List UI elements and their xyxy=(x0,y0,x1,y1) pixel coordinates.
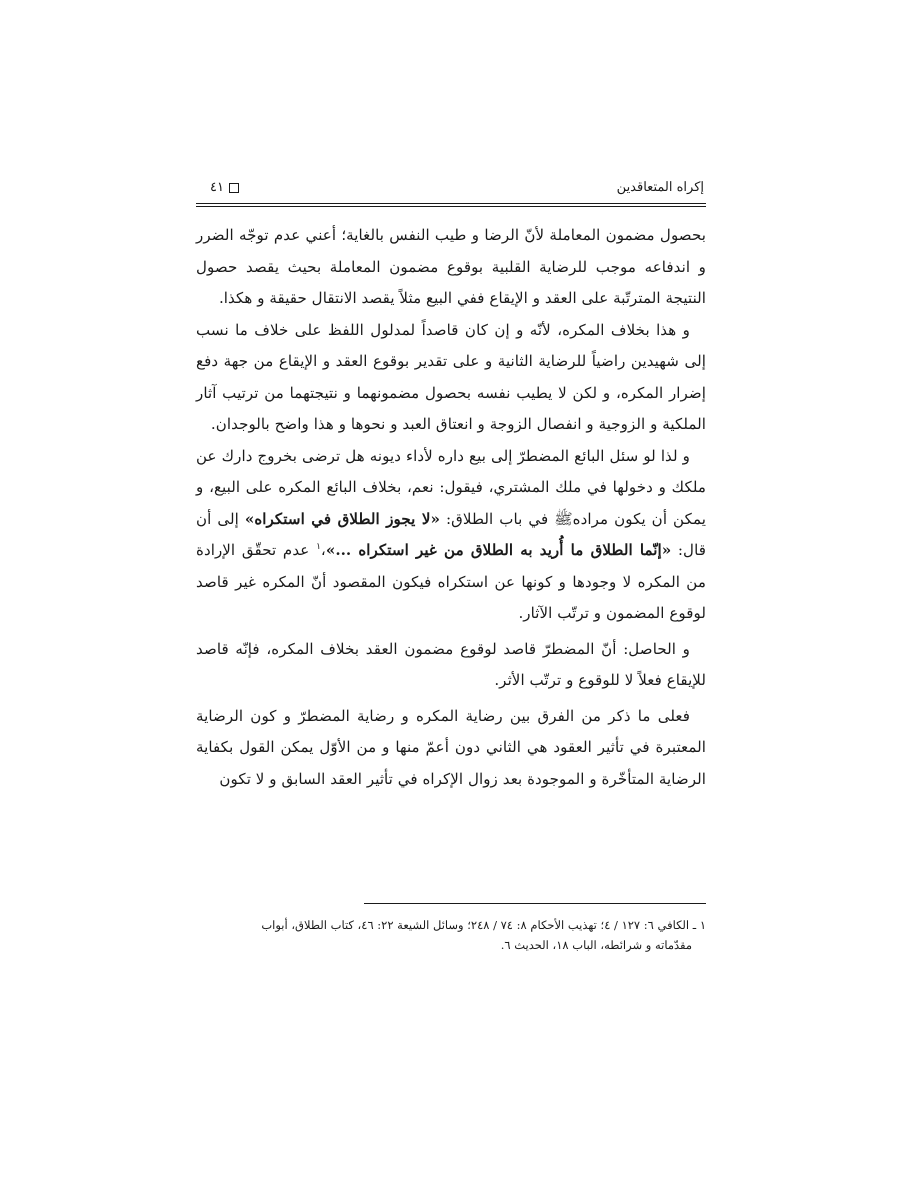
paragraph-3-text-e: عدم تحقّق الإرادة من المكره لا وجودها و كونها عن استكراه فيكون المقصود أنّ المكره غير قاصد لوقوع المضمون و ترتّب الآثار. xyxy=(196,541,706,622)
square-icon xyxy=(229,183,239,193)
paragraph-5: فعلى ما ذكر من الفرق بين رضاية المكره و رضاية المضطرّ و كون الرضاية المعتبرة في تأثير العقود هي الثاني دون أعمّ منها و من الأوّل يمكن القول بكفاية الرضاية المتأخّرة و الموجودة بعد زوال الإكراه في تأثير العقد السابق و لا تكون xyxy=(196,706,706,788)
book-page xyxy=(196,170,706,1070)
footnote-line-1: ١ ـ الكافي ٦: ١٢٧ / ٤؛ تهذيب الأحكام ٨: ٧٤ / ٢٤٨؛ وسائل الشيعة ٢٢: ٤٦، كتاب الطلاق، أبواب xyxy=(261,918,706,932)
page-number-group xyxy=(210,180,239,195)
running-title: إكراه المتعاقدين xyxy=(616,180,704,195)
footnote-line-2: مقدّماته و شرائطه، الباب ١٨، الحديث ٦. xyxy=(500,938,692,952)
paragraph-3 xyxy=(196,441,706,630)
header-rule xyxy=(196,203,706,207)
body-text xyxy=(196,220,706,795)
footnote-rule xyxy=(364,903,706,904)
paragraph-2: و هذا بخلاف المكره، لأنّه و إن كان قاصداً لمدلول اللفظ على خلاف ما نسب إلى شهيدين راضياً للرضاية الثانية و على تقدير بوقوع العقد و الإيقاع من جهة دفع إضرار المكره، و لكن لا يطيب نفسه بحصول مضمونهما و نتيجتهما من ترتيب آثار الملكية و الزوجية و انفصال الزوجة و انعتاق العبد و نحوها و هذا واضح بالوجدان. xyxy=(196,320,706,433)
footnote xyxy=(196,915,706,955)
paragraph-4: و الحاصل: أنّ المضطرّ قاصد لوقوع مضمون العقد بخلاف المكره، فإنّه قاصد للإيقاع فعلاً لا للوقوع و ترتّب الأثر. xyxy=(196,639,706,689)
paragraph-3-text-b: في باب الطلاق: xyxy=(440,509,555,528)
paragraph-1: بحصول مضمون المعاملة لأنّ الرضا و طيب النفس بالغاية؛ أعني عدم توجّه الضرر و اندفاعه موجب للرضاية القلبية بوقوع مضمون المعاملة بحيث يقصد حصول النتيجة المترتّبة على العقد و الإيقاع ففي البيع مثلاً يقصد الانتقال حقيقة و هكذا. xyxy=(196,226,706,307)
page-number: ٤١ xyxy=(210,180,224,195)
paragraph-3-text-c: إلى أن قال: xyxy=(196,509,706,559)
hadith-quote-1: «لا يجوز الطلاق في استكراه» xyxy=(244,509,441,528)
paragraph-3-text-d: ، xyxy=(320,541,326,559)
running-header xyxy=(196,180,706,202)
hadith-quote-2: «إنّما الطلاق ما أُريد به الطلاق من غير استكراه ...» xyxy=(325,541,672,559)
paragraph-3-text-a: و لذا لو سئل البائع المضطرّ إلى بيع داره لأداء ديونه هل ترضى بخروج دارك عن ملكك و دخولها في ملك المشتري، فيقول: نعم، بخلاف البائع المكره على البيع، و يمكن أن يكون مراده xyxy=(196,446,706,528)
footnote-reference[interactable]: ١ xyxy=(316,541,321,552)
honorific-glyph: ﷺ xyxy=(554,509,573,528)
